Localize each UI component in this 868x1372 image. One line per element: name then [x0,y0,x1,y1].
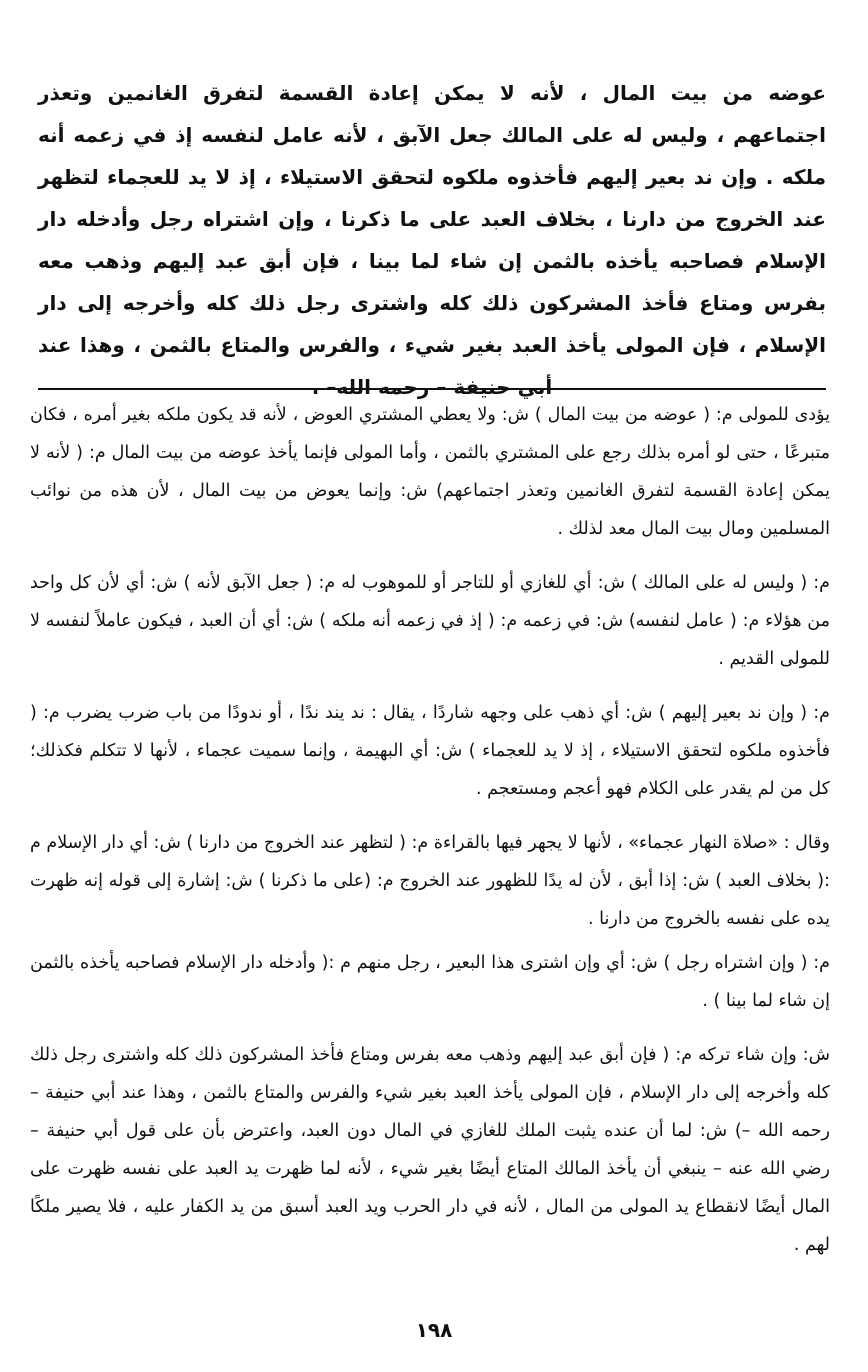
page-number: ١٩٨ [415,1318,453,1342]
commentary-paragraph: وقال : «صلاة النهار عجماء» ، لأنها لا يجهر فيها بالقراءة م: ( لتظهر عند الخروج من دارنا ) ش: أي دار الإسلام م :( بخلاف العبد ) ش: إذا أبق ، لأن له يدًا للظهور عند الخروج م: (على ما ذكرنا ) ش: إشارة إلى قوله إنه ظهرت يده على نفسه بالخروج من دارنا . [30,833,830,929]
commentary-paragraph: م: ( وإن اشتراه رجل ) ش: أي وإن اشترى هذا البعير ، رجل منهم م :( وأدخله دار الإسلام فصاحبه يأخذه بالثمن إن شاء لما بينا ) . [30,953,830,1011]
commentary-paragraph: م: ( وإن ند بعير إليهم ) ش: أي ذهب على وجهه شاردًا ، يقال : ند يند ندًا ، أو ندودًا من باب ضرب يضرب م: ( فأخذوه ملكوه لتحقق الاستيلاء ، إذ لا يد للعجماء ) ش: أي البهيمة ، وإنما سميت عجماء ، لأنها لا تتكلم فكذلك؛ كل من لم يقدر على الكلام فهو أعجم ومستعجم . [30,703,830,799]
commentary [30,396,830,1280]
commentary-paragraph: ش: وإن شاء تركه م: ( فإن أبق عبد إليهم وذهب معه بفرس ومتاع فأخذ المشركون ذلك كله واشترى رجل ذلك كله وأخرجه إلى دار الإسلام ، فإن المولى يأخذ العبد بغير شيء والفرس والمتاع بالثمن ، وهذا عند أبي حنيفة –رحمه الله –) ش: لما أن عنده يثبت الملك للغازي في المال دون العبد، واعترض بأن على قول أبي حنيفة – رضي الله عنه – ينبغي أن يأخذ المالك المتاع أيضًا بغير شيء ، لأنه لما ظهرت يد العبد على نفسه ظهرت على المال أيضًا لانقطاع يد المولى من المال ، لأنه في دار الحرب ويد العبد أسبق من يد الكفار عليه ، فلا يصير ملكًا لهم . [30,1045,830,1255]
separator-line [38,388,826,390]
commentary-paragraph: م: ( وليس له على المالك ) ش: أي للغازي أو للتاجر أو للموهوب له م: ( جعل الآبق لأنه ) ش: أي لأن كل واحد من هؤلاء م: ( عامل لنفسه) ش: في زعمه م: ( إذ في زعمه أنه ملكه ) ش: أي أن العبد ، فيكون عاملاً لنفسه لا للمولى القديم . [30,573,830,669]
commentary-paragraph: يؤدى للمولى م: ( عوضه من بيت المال ) ش: ولا يعطي المشتري العوض ، لأنه قد يكون ملكه بغير أمره ، فكان متبرعًا ، حتى لو أمره بذلك رجع على المشتري بالثمن ، وأما المولى فإنما يأخذ عوضه من بيت المال م: ( لأنه لا يمكن إعادة القسمة لتفرق الغانمين وتعذر اجتماعهم) ش: وإنما يعوض من بيت المال ، لأن هذه من نوائب المسلمين ومال بيت المال معد لذلك . [30,405,830,539]
main-text: عوضه من بيت المال ، لأنه لا يمكن إعادة القسمة لتفرق الغانمين وتعذر اجتماعهم ، وليس له على المالك جعل الآبق ، لأنه عامل لنفسه إذ في زعمه أنه ملكه . وإن ند بعير إليهم فأخذوه ملكوه لتحقق الاستيلاء ، إذ لا يد للعجماء لتظهر عند الخروج من دارنا ، بخلاف العبد على ما ذكرنا ، وإن اشتراه رجل وأدخله دار الإسلام فصاحبه يأخذه بالثمن إن شاء لما بينا ، فإن أبق عبد إليهم وذهب معه بفرس ومتاع فأخذ المشركون ذلك كله واشترى رجل ذلك كله وأخرجه إلى دار الإسلام ، فإن المولى يأخذ العبد بغير شيء ، والفرس والمتاع بالثمن ، وهذا عند أبي حنيفة – رحمه الله– . [38,81,826,399]
